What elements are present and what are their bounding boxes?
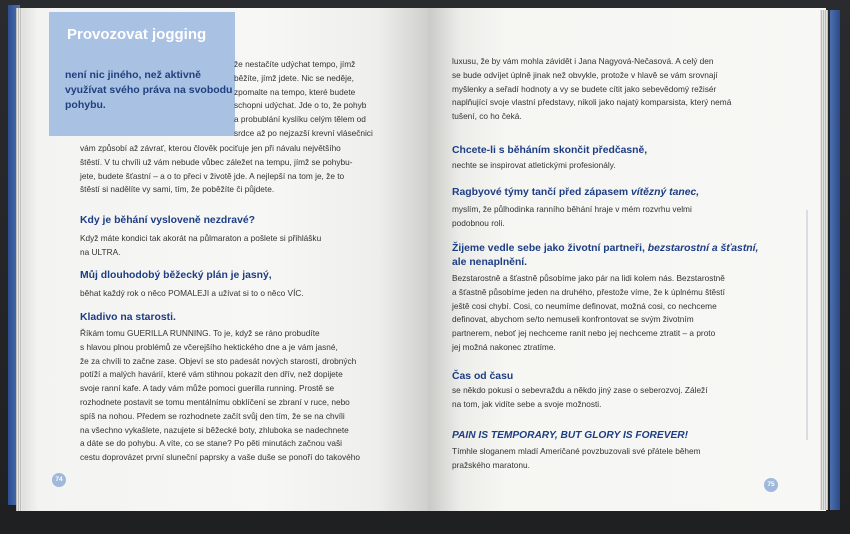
right-page <box>428 8 826 511</box>
intro-text: luxusu, že by vám mohla závidět i Jana Nagyová-Nečasová. A celý den se bude odvíjet úplně jinak než obvykle, protože v hlavě se vám srovnají myšlenky a seřadí hodnoty a vy se budete cítit jako sebevědomý režisér naplňující svoje vlastní představy, nikoli jako najatý komparsista, který nemá tušení, co ho čeká. <box>452 56 732 122</box>
box-title: Provozovat jogging <box>67 26 207 43</box>
intro-text-top: že nestačíte udýchat tempo, jímž běžíte, jímž jdete. Nic se neděje, zpomalte na tempo, které budete schopni udýchat. Jde o to, že pohyb a probublání kyslíku celým tělem od srdce až po nejzazší krevní vlásečnici <box>234 59 373 138</box>
section-body: Bezstarostně a šťastně působíme jako pár na lidi kolem nás. Bezstarostně a šťastně působíme jeden na druhého, přestože víme, že k úplnému štěstí ještě cosi chybí. Cosi, co neumíme definovat, možná cosi, co nechceme definovat, abychom se/to nemuseli konfrontovat se svým životním partnerem, neboť jej nechceme ranit nebo jej nechceme ztratit – a proto jej možná nakonec ztratíme. <box>452 273 725 352</box>
section-heading: Chcete-li s běháním skončit předčasně, <box>452 145 648 156</box>
section-heading: Můj dlouhodobý běžecký plán je jasný, <box>80 270 272 281</box>
section-heading: Ragbyové týmy tančí před zápasem vítězný tanec, <box>452 187 700 198</box>
section-heading: Kdy je běhání vysloveně nezdravé? <box>80 215 255 226</box>
section-body: Říkám tomu GUERILLA RUNNING. To je, když se ráno probudíte s hlavou plnou problémů ze včerejšího hektického dne a je vám jasné, že za chvíli to začne zase. Objeví se sto padesát nových starostí, drobných potíží a malých havárií, které vám stihnou pokazit den dřív, než dopijete svoje ranní kafe. A tady vám může pomoci guerilla running. Prostě se rozhodnete postavit se tomu mentálnímu obklíčení se zbraní v ruce, nebo spíš na nohou. Předem se rozhodnete začít svůj den tím, že se na chvíli na všechno vykašlete, nazujete si běžecké boty, zhluboka se nadechnete a dáte se do pohybu. A víte, co se stane? Po pěti minutách začnou vaši cestu doprovázet první sluneční paprsky a vaše duše se ponoří do takového <box>80 328 360 463</box>
slogan-body: Tímhle sloganem mladí Američané povzbuzovali své přátele během pražského maratonu. <box>452 446 701 470</box>
intro-text-bottom: vám způsobí až závrať, kterou člověk pociťuje jen při návalu největšího štěstí. V tu chvíli už vám nebude vůbec záležet na tempu, jímž se pohybu- jete, budete šťastní – a o to přeci v životě jde. A nejlepší na tom je, že to štěstí si nadělíte vy sami, tím, že poběžíte či půjdete. <box>80 143 353 195</box>
section-body: Když máte kondici tak akorát na půlmaraton a pošlete si přihlášku na ULTRA. <box>80 233 322 257</box>
section-body: běhat každý rok o něco POMALEJI a užívat si to o něco VÍC. <box>80 288 304 298</box>
section-body: nechte se inspirovat atletickými profesionály. <box>452 160 616 170</box>
section-heading: Kladivo na starosti. <box>80 312 176 323</box>
page-number: 75 <box>764 478 778 492</box>
section-heading: Žijeme vedle sebe jako životní partneři, bezstarostní a šťastní, ale nenaplnění. <box>452 243 759 268</box>
left-page <box>16 8 428 511</box>
section-body: se někdo pokusí o sebevraždu a někdo jiný zase o seberozvoj. Záleží na tom, jak vidíte sebe a svoje možnosti. <box>452 385 708 409</box>
book-cover-edge-right <box>830 10 840 510</box>
page-stack-edge-left <box>16 8 22 511</box>
page-number: 74 <box>52 473 66 487</box>
box-subtitle: není nic jiného, než aktivně využívat svého práva na svobodu pohybu. <box>65 69 233 111</box>
section-body: myslím, že půlhodinka ranního běhání hraje v mém rozvrhu velmi podobnou roli. <box>452 204 692 228</box>
slogan: PAIN IS TEMPORARY, BUT GLORY IS FOREVER! <box>452 430 689 441</box>
section-heading: Čas od času <box>452 371 514 382</box>
page-margin-rule <box>806 210 808 440</box>
page-stack-edge-right <box>820 10 828 510</box>
